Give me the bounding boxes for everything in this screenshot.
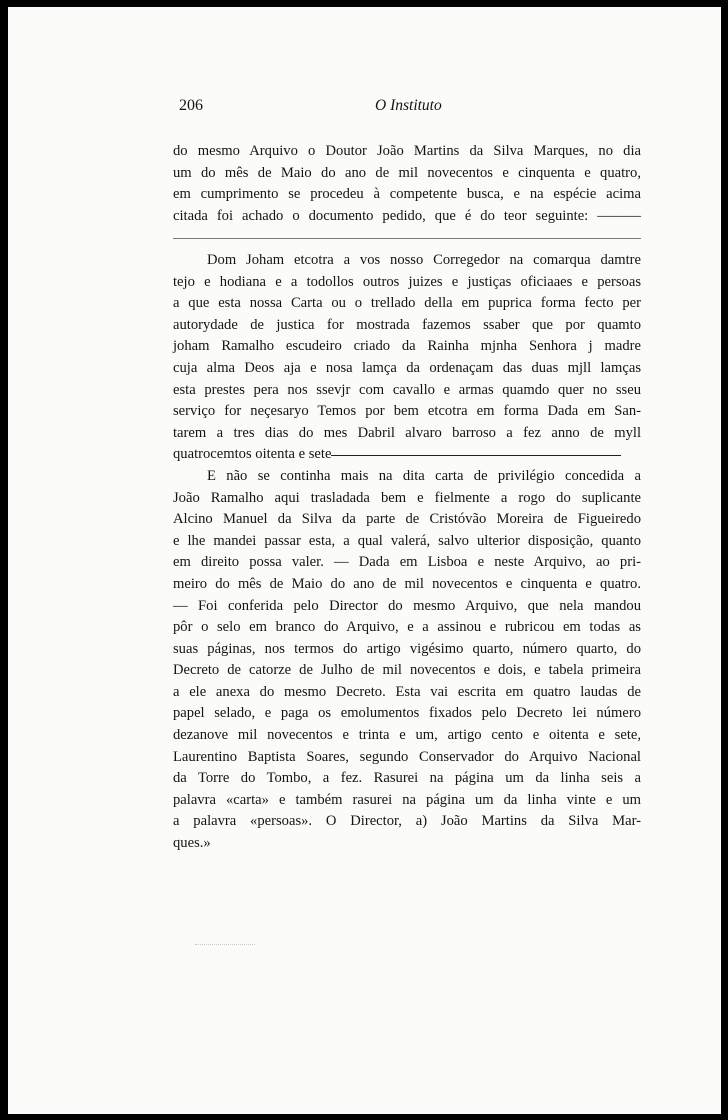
text-line: cuja alma Deos aja e nosa lamça da ordenaçam das duas mjll lamças [173, 359, 641, 376]
text-line: a que esta nossa Carta ou o trellado della em puprica forma fecto per [173, 295, 641, 312]
text-line: papel selado, e paga os emolumentos fixados pelo Decreto lei número [173, 705, 641, 722]
text-line: um do mês de Maio do ano de mil novecentos e cinquenta e quatro, [173, 164, 641, 181]
text-line: dezanove mil novecentos e trinta e um, artigo cento e oitenta e sete, [173, 727, 641, 744]
text-line: Alcino Manuel da Silva da parte de Cristóvão Moreira de Figueiredo [173, 511, 641, 528]
section-divider [173, 238, 641, 239]
page-number: 206 [179, 97, 203, 114]
text-line: do mesmo Arquivo o Doutor João Martins da Silva Marques, no dia [173, 143, 641, 159]
text-line: tarem a tres dias do mes Dabril alvaro barroso a fez anno de myll [173, 424, 641, 441]
text-line: — Foi conferida pelo Director do mesmo Arquivo, que nela mandou [173, 597, 641, 614]
text-line: palavra «carta» e também rasurei na página um da linha vinte e um [173, 791, 641, 808]
text-line: em cumprimento se procedeu à competente busca, e na espécie acima [173, 186, 641, 203]
text-line: tejo e hodiana e a todollos outros juizes e justiças oficiaaes e persoas [173, 273, 641, 290]
text-line: suas páginas, nos termos do artigo vigésimo quarto, número quarto, do [173, 640, 641, 657]
text-line: da Torre do Tombo, a fez. Rasurei na página um da linha seis a [173, 770, 641, 787]
text-line: meiro do mês de Maio do ano de mil novecentos e cinquenta e quatro. [173, 575, 641, 592]
text-line-with-dash-fill [173, 444, 641, 466]
text-line: citada foi achado o documento pedido, que é do teor seguinte: ——— [173, 207, 641, 224]
text-line: autorydade de justica for mostrada fazemos ssaber que por quamto [173, 316, 641, 333]
text-line: Decreto de catorze de Julho de mil novecentos e dois, e tabela primeira [173, 662, 641, 679]
page-header [169, 97, 649, 117]
text-line: serviço for neçesaryo Temos por bem etcotra em forma Dada em San- [173, 403, 641, 420]
text-line: João Ramalho aqui trasladada bem e fielmente a rogo do suplicante [173, 489, 641, 506]
text-line: ques.» [173, 835, 211, 852]
dash-fill-rule [331, 455, 621, 456]
text-line: pôr o selo em branco do Arquivo, e a assinou e rubricou em todas as [173, 619, 641, 636]
paper-speck [195, 944, 255, 945]
text-line-content: quatrocemtos oitenta e sete [173, 446, 332, 463]
text-line: joham Ramalho escudeiro criado da Rainha mjnha Senhora j madre [173, 338, 641, 355]
text-line: esta prestes pera nos ssevjr com cavallo e armas quamdo quer no sseu [173, 381, 641, 398]
text-line: Dom Joham etcotra a vos nosso Corregedor na comarqua damtre [207, 252, 641, 268]
transcribed-document [173, 250, 641, 855]
text-line: em direito possa valer. — Dada em Lisboa e neste Arquivo, ao pri- [173, 554, 641, 571]
intro-paragraph [173, 141, 641, 227]
text-line: e lhe mandei passar esta, a qual valerá, salvo ulterior disposição, quanto [173, 532, 641, 549]
text-line: a palavra «persoas». O Director, a) João Martins da Silva Mar- [173, 813, 641, 830]
text-line: a ele anexa do mesmo Decreto. Esta vai escrita em quatro laudas de [173, 683, 641, 700]
running-title: O Instituto [375, 97, 442, 114]
text-line: E não se continha mais na dita carta de privilégio concedida a [207, 467, 641, 484]
text-line: Laurentino Baptista Soares, segundo Conservador do Arquivo Nacional [173, 748, 641, 765]
